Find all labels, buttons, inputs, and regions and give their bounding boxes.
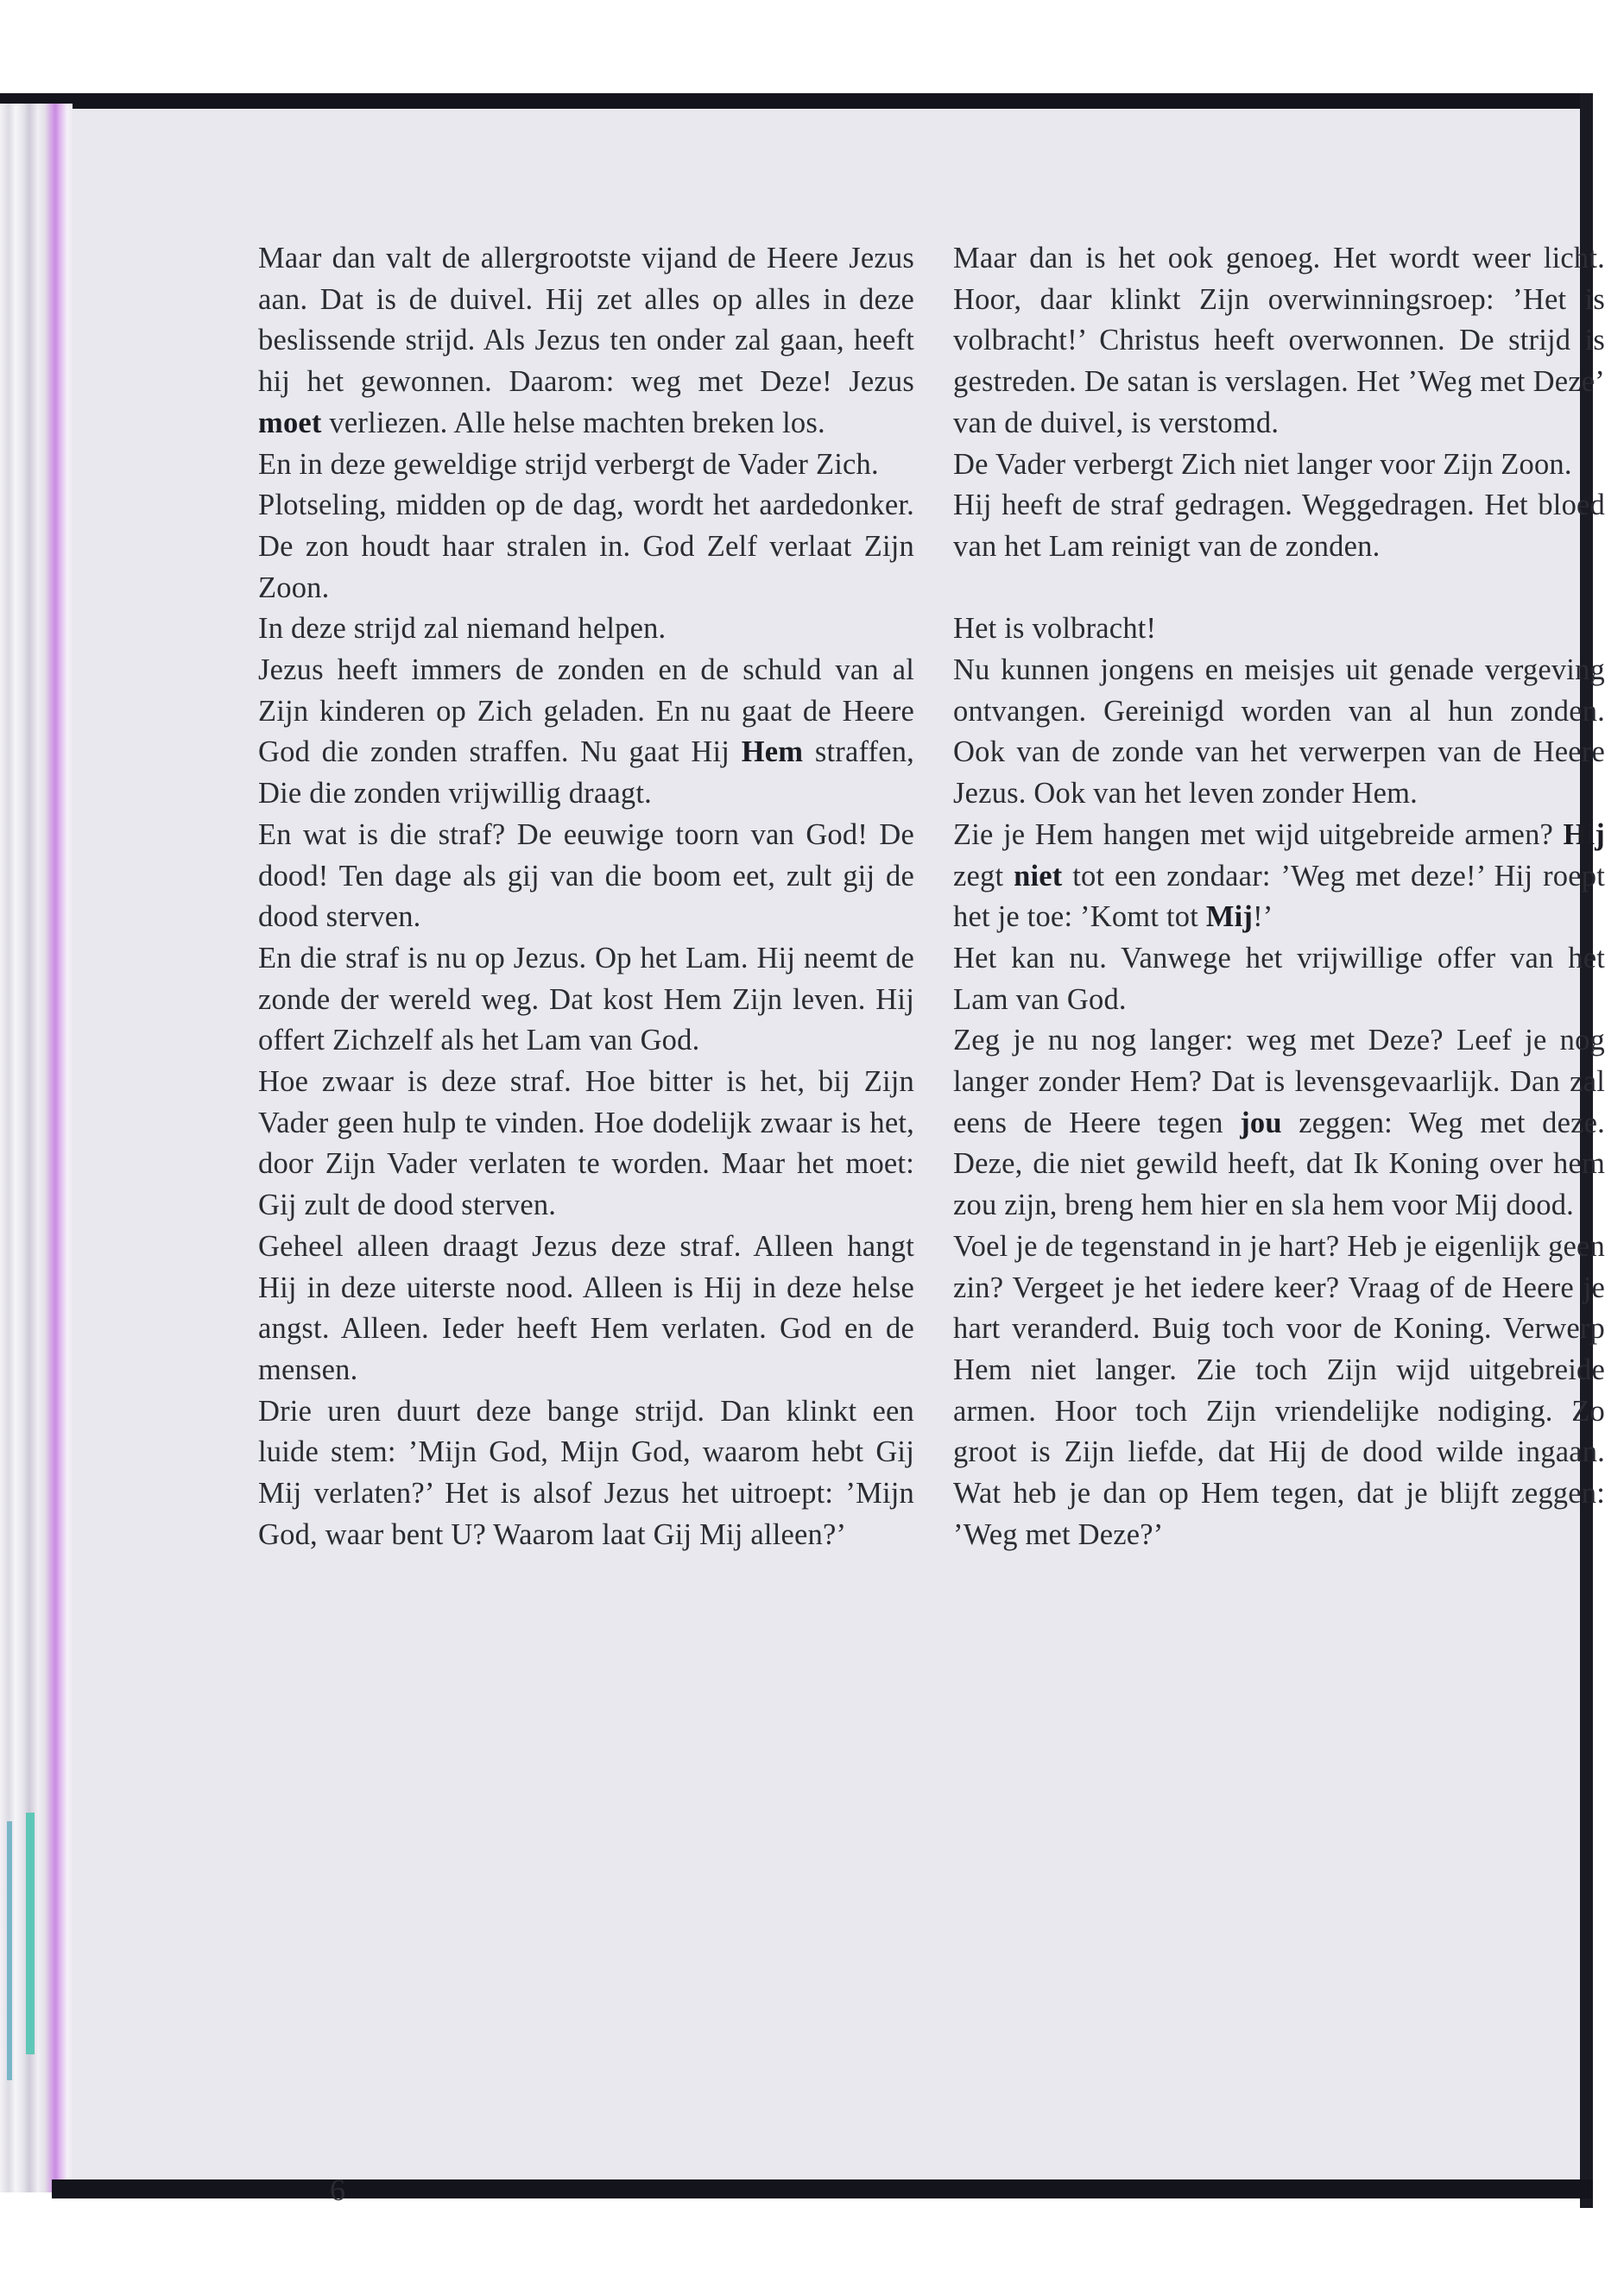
text-run: In deze strijd zal niemand helpen. bbox=[258, 612, 667, 646]
text-run: En in deze geweldige strijd verbergt de Vader Zich. bbox=[258, 447, 879, 481]
text-run: Hoe zwaar is deze straf. Hoe bitter is het, bij Zijn Vader geen hulp te vinden. Hoe dodelijk zwaar is het, door Zijn Vader verlaten te worden. Maar het moet: Gij zult de dood sterven. bbox=[258, 1065, 914, 1222]
text-run: Voel je de tegenstand in je hart? Heb je eigenlijk geen zin? Vergeet je het iedere keer? Vraag of de Heere je hart veranderd. Buig toch voor de Koning. Verwerp Hem niet langer. Zie toch Zijn wijd uitgebreide armen. Hoor toch Zijn vriendelijke nodiging. Zo groot is Zijn liefde, dat Hij de dood wilde ingaan. Wat heb je dan op Hem tegen, dat je blijft zeggen: ’Weg met Deze?’ bbox=[953, 1229, 1605, 1551]
text-run: Hij heeft de straf gedragen. Weggedragen. Het bloed van het Lam reinigt van de zonden. bbox=[953, 489, 1605, 563]
text-run: En wat is die straf? De eeuwige toorn van God! De dood! Ten dage als gij van die boom eet, zult gij de dood sterven. bbox=[258, 817, 914, 934]
left-column-paragraph bbox=[258, 938, 914, 1062]
text-run: Maar dan is het ook genoeg. Het wordt weer licht. Hoor, daar klinkt Zijn overwinningsroep: ’Het is volbracht!’ Christus heeft overwonnen. De strijd is gestreden. De satan is verslagen. Het ’Weg met Deze’ van de duivel, is verstomd. bbox=[953, 242, 1605, 439]
left-column-paragraph bbox=[258, 485, 914, 609]
text-run: Zie je Hem hangen met wijd uitgebreide armen? bbox=[953, 817, 1564, 851]
emphasized-word: moet bbox=[258, 406, 322, 439]
right-text-column bbox=[953, 238, 1605, 1555]
text-run: tot een zondaar: ’Weg met deze!’ Hij roept het je toe: ’Komt tot bbox=[953, 859, 1605, 934]
text-run: Zeg je nu nog langer: weg met Deze? Leef je nog langer zonder Hem? Dat is levensgevaarlijk. Dan zal eens de Heere tegen bbox=[953, 1024, 1605, 1139]
right-column-paragraph bbox=[953, 609, 1605, 650]
text-run: Jezus heeft immers de zonden en de schuld van al Zijn kinderen op Zich geladen. En nu gaat de Heere God die zonden straffen. Nu gaat Hij bbox=[258, 653, 914, 769]
text-run: Maar dan valt de allergrootste vijand de Heere Jezus aan. Dat is de duivel. Hij zet alles op alles in deze beslissende strijd. Als Jezus ten onder zal gaan, heeft hij het gewonnen. Daarom: weg met Deze! Jezus bbox=[258, 242, 914, 399]
left-column-paragraph bbox=[258, 238, 914, 445]
page-number: 6 bbox=[330, 2173, 345, 2207]
left-column-paragraph bbox=[258, 1062, 914, 1227]
page-edge-marker-secondary bbox=[7, 1821, 12, 2080]
left-column-paragraph bbox=[258, 1227, 914, 1391]
left-column-paragraph bbox=[258, 445, 914, 486]
text-run: Het kan nu. Vanwege het vrijwillige offer van het Lam van God. bbox=[953, 941, 1605, 1016]
book-top-edge bbox=[0, 93, 1593, 109]
left-text-column bbox=[258, 238, 914, 1556]
text-run: Plotseling, midden op de dag, wordt het aardedonker. De zon houdt haar stralen in. God Zelf verlaat Zijn Zoon. bbox=[258, 489, 914, 604]
text-run: Het is volbracht! bbox=[953, 612, 1157, 646]
page-edge-marker bbox=[26, 1813, 35, 2054]
emphasized-word: Hem bbox=[741, 735, 804, 769]
right-column-paragraph bbox=[953, 1227, 1605, 1556]
left-column-paragraph bbox=[258, 650, 914, 815]
text-run: Nu kunnen jongens en meisjes uit genade vergeving ontvangen. Gereinigd worden van al hun zonden. Ook van de zonde van het verwerpen van de Heere Jezus. Ook van het leven zonder Hem. bbox=[953, 653, 1605, 811]
right-column-paragraph bbox=[953, 445, 1605, 486]
right-column-paragraph bbox=[953, 650, 1605, 815]
text-run: Geheel alleen draagt Jezus deze straf. Alleen hangt Hij in deze uiterste nood. Alleen is Hij in deze helse angst. Alleen. Ieder heeft Hem verlaten. God en de mensen. bbox=[258, 1229, 914, 1386]
right-column-paragraph bbox=[953, 1020, 1605, 1227]
text-run: zeggen: Weg met deze. Deze, die niet gewild heeft, dat Ik Koning over hem zou zijn, breng hem hier en sla hem voor Mij dood. bbox=[953, 1106, 1605, 1222]
text-run: !’ bbox=[1253, 900, 1273, 934]
emphasized-word: Hij bbox=[1563, 817, 1605, 851]
right-column-paragraph bbox=[953, 485, 1605, 567]
text-run: De Vader verbergt Zich niet langer voor Zijn Zoon. bbox=[953, 447, 1572, 481]
right-column-paragraph bbox=[953, 815, 1605, 938]
text-run: En die straf is nu op Jezus. Op het Lam. Hij neemt de zonde der wereld weg. Dat kost Hem Zijn leven. Hij offert Zichzelf als het Lam van God. bbox=[258, 941, 914, 1057]
text-run: zegt bbox=[953, 859, 1014, 893]
left-column-paragraph bbox=[258, 1391, 914, 1556]
right-column-paragraph bbox=[953, 238, 1605, 445]
emphasized-word: Mij bbox=[1205, 900, 1254, 934]
text-run: straffen, Die die zonden vrijwillig draagt. bbox=[258, 735, 914, 811]
left-column-paragraph bbox=[258, 815, 914, 938]
emphasized-word: niet bbox=[1014, 859, 1063, 893]
left-column-paragraph bbox=[258, 609, 914, 650]
text-run: Drie uren duurt deze bange strijd. Dan klinkt een luide stem: ’Mijn God, Mijn God, waarom hebt Gij Mij verlaten?’ Het is alsof Jezus het uitroept: ’Mijn God, waar bent U? Waarom laat Gij Mij alleen?’ bbox=[258, 1394, 914, 1551]
text-run: verliezen. Alle helse machten breken los. bbox=[321, 406, 825, 439]
book-page bbox=[73, 109, 1605, 2207]
book-bottom-edge bbox=[52, 2179, 1593, 2198]
emphasized-word: jou bbox=[1240, 1106, 1282, 1139]
right-column-paragraph bbox=[953, 938, 1605, 1020]
